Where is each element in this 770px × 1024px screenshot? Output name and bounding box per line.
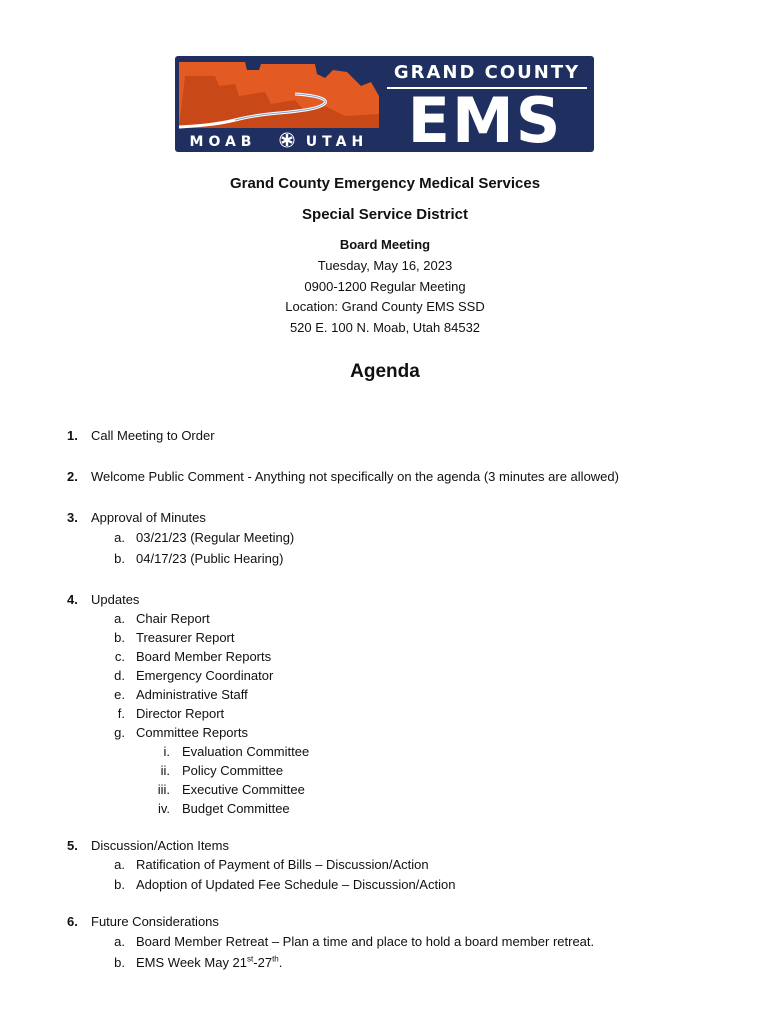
logo-text-main: EMS <box>407 84 563 152</box>
sub-item-letter: a. <box>114 611 125 626</box>
agenda-item: Discussion/Action Items <box>91 838 229 853</box>
ems-week-sup-th: th <box>272 954 279 964</box>
org-title: Grand County Emergency Medical Services <box>229 175 541 192</box>
meeting-date: Tuesday, May 16, 2023 <box>317 258 453 273</box>
sub-item: 03/21/23 (Regular Meeting) <box>136 530 295 545</box>
district-title: Special Service District <box>302 206 468 223</box>
sub-sub-item: Budget Committee <box>182 801 290 816</box>
ems-week-sup-st: st <box>247 954 254 964</box>
sub-item-letter: b. <box>114 955 125 970</box>
sub-item-letter: a. <box>114 857 125 872</box>
item-number: 2. <box>67 469 78 484</box>
sub-item-letter: d. <box>114 668 125 683</box>
sub-sub-item: Policy Committee <box>182 763 284 778</box>
agenda-title: Agenda <box>350 361 420 382</box>
sub-item-letter: g. <box>114 725 125 740</box>
agenda-item: Future Considerations <box>91 914 219 929</box>
ems-week-text: EMS Week May 21 <box>136 955 248 970</box>
item-number: 6. <box>67 914 78 929</box>
sub-item-letter: a. <box>114 530 125 545</box>
sub-item-letter: b. <box>114 551 125 566</box>
sub-item-letter: f. <box>117 706 125 721</box>
ems-week-range: -27 <box>253 955 273 970</box>
sub-item: Ratification of Payment of Bills – Discussion/Action <box>136 857 429 872</box>
logo-text-top: GRAND COUNTY <box>393 62 581 83</box>
sub-item-letter: b. <box>114 630 125 645</box>
sub-sub-item-roman: iv. <box>157 801 170 816</box>
sub-sub-item-roman: ii. <box>160 763 170 778</box>
sub-item: Board Member Retreat – Plan a time and place to hold a board member retreat. <box>136 934 595 949</box>
meeting-location: Location: Grand County EMS SSD <box>285 299 485 314</box>
sub-sub-item-roman: i. <box>163 744 170 759</box>
sub-item: Chair Report <box>136 611 210 626</box>
sub-sub-item-roman: iii. <box>157 782 170 797</box>
sub-item: Committee Reports <box>136 725 248 740</box>
sub-sub-item: Evaluation Committee <box>182 744 310 759</box>
item-number: 1. <box>67 428 78 443</box>
sub-item-letter: c. <box>114 649 125 664</box>
logo-text-state: UTAH <box>305 134 369 150</box>
agenda-item: Welcome Public Comment - Anything not specifically on the agenda (3 minutes are allowed) <box>91 469 619 484</box>
agenda-item: Updates <box>91 592 140 607</box>
sub-sub-item: Executive Committee <box>182 782 305 797</box>
sub-item-letter: e. <box>114 687 125 702</box>
sub-item: Board Member Reports <box>136 649 272 664</box>
agenda-item: Call Meeting to Order <box>91 428 215 443</box>
sub-item <box>136 955 282 970</box>
sub-item: Director Report <box>136 706 225 721</box>
meeting-time: 0900-1200 Regular Meeting <box>304 279 466 294</box>
item-number: 3. <box>67 510 78 525</box>
logo-text-location: MOAB <box>189 134 257 150</box>
sub-item-letter: b. <box>114 877 125 892</box>
item-number: 4. <box>67 592 78 607</box>
ems-week-period: . <box>278 955 283 970</box>
agenda-item: Approval of Minutes <box>91 510 206 525</box>
grand-county-ems-logo <box>175 56 594 152</box>
sub-item-letter: a. <box>114 934 125 949</box>
meeting-label: Board Meeting <box>339 237 431 252</box>
sub-item: Emergency Coordinator <box>136 668 274 683</box>
meeting-address: 520 E. 100 N. Moab, Utah 84532 <box>289 320 481 335</box>
sub-item: Administrative Staff <box>136 687 248 702</box>
item-number: 5. <box>67 838 78 853</box>
sub-item: 04/17/23 (Public Hearing) <box>136 551 284 566</box>
sub-item: Treasurer Report <box>136 630 235 645</box>
sub-item: Adoption of Updated Fee Schedule – Discussion/Action <box>136 877 456 892</box>
